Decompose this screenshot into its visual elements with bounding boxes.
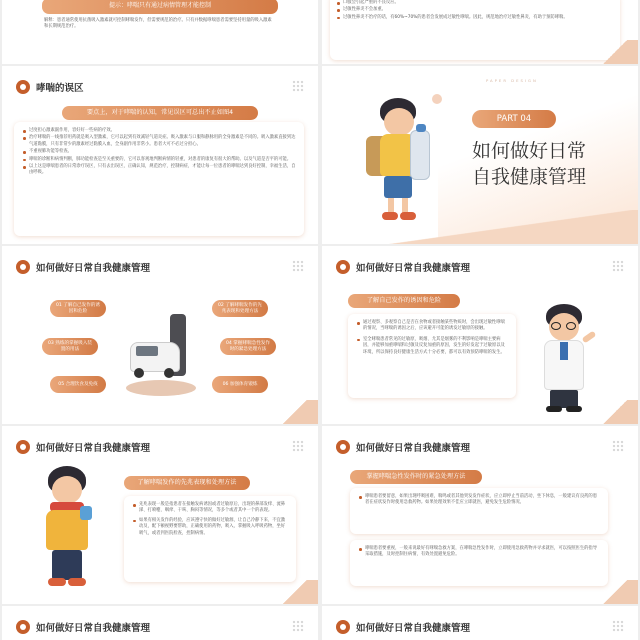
slide-header [336, 619, 470, 635]
list-item: 先兆表现一般是指患者在接触发病诱因或者过敏原后，出现的鼻部发痒、流鼻涕、打喷嚏、咽痒、干咳、胸闷等情况，等多个或者其中一个的表现。 [132, 502, 288, 515]
slide-title: 如何做好日常自我健康管理 [36, 623, 151, 634]
inhaler-icon [80, 506, 92, 520]
dots-grid-icon [292, 260, 304, 272]
slide-title: 如何做好日常自我健康管理 [356, 623, 471, 634]
slide-warning-signs[interactable] [2, 426, 318, 604]
list-item: 室全哮喘患者常见的过敏原，吸烟、尤其是烟雾的不利影响是哮喘主要病因，并能够加重哮喘和过敏及反复加重的原因，发生的好发起于过敏原以及环境，所以保持良好健康生活方式十分必要，都可以有效预防哮喘的发生。 [356, 337, 508, 356]
part-title [472, 138, 586, 190]
paper-design-label: PAPER DESIGN [486, 78, 538, 83]
slide-header [336, 439, 470, 455]
bullet-dot-icon [336, 620, 350, 634]
face-shape [384, 108, 414, 136]
list-item: 以上这是哮喘患者的日常诊疗误区，只有去出误区，正确认知，规范治疗，控制病症，才能让每一位患者的哮喘达到良好控制，幸福生活，自由呼吸。 [22, 164, 296, 177]
slide-part04[interactable] [322, 66, 638, 244]
slide-bottom-right[interactable] [322, 606, 638, 640]
slide-emergency[interactable] [322, 426, 638, 604]
section-pill: 了解哮喘发作的先兆表现和处理方法 [124, 476, 250, 490]
list-item: 过度担心激素副作用，容好好一些病的疗效。 [22, 128, 296, 134]
slide-title: 如何做好日常自我健康管理 [36, 263, 151, 274]
content-card [350, 488, 608, 534]
vehicle-window-shape [136, 346, 158, 356]
corner-decoration [592, 40, 638, 64]
vehicle-illustration [120, 306, 200, 406]
dots-grid-icon [292, 620, 304, 632]
shorts-shape [384, 176, 412, 198]
dots-grid-icon [292, 80, 304, 92]
slide-header [16, 439, 150, 455]
content-card [348, 314, 516, 398]
corner-decoration [592, 400, 638, 424]
raised-arm-shape [582, 331, 597, 344]
step-item[interactable]: 06 加强体育锻炼 [212, 376, 268, 393]
shoe-shape [382, 212, 398, 220]
bullet-dot-icon [16, 440, 30, 454]
part-title-line2: 自我健康管理 [472, 166, 587, 188]
list-item: 如果有相关发作的经验，应该遵守快的做好过敏源，让自己冷静下来，不宜激动及，配下额视野要帮助，正确使用的药物，吸入，掌握吸入呼吸药物，坐好吸气，或者到医院检查，控制病情。 [132, 518, 288, 537]
wheel-shape [164, 368, 174, 378]
dots-grid-icon [612, 440, 624, 452]
slide-header [16, 259, 150, 275]
slide-rhinitis[interactable] [322, 0, 638, 64]
bullet-dot-icon [336, 440, 350, 454]
step-item[interactable]: 01 了解自己发作的诱因和危险 [50, 300, 106, 317]
slide-title: 如何做好日常自我健康管理 [356, 263, 471, 274]
slide-overview[interactable] [2, 246, 318, 424]
slide-title: 如何做好日常自我健康管理 [36, 443, 151, 454]
rhinitis-card [330, 0, 620, 60]
tie-shape [560, 342, 568, 360]
shoe-shape [400, 212, 416, 220]
glasses-icon [551, 322, 561, 330]
slide-title: 哮喘的误区 [36, 83, 84, 94]
slide-misconceptions[interactable] [2, 66, 318, 244]
bullet-dot-icon [16, 260, 30, 274]
list-item: 哮喘的诊断和病情判断，肺功能检查是至关重要的，它可以客观地判断病情的轻重，对患者的康复有很大的帮助。以及气道是否平的可能。 [22, 157, 296, 163]
face-shape [52, 476, 82, 504]
corner-decoration [272, 400, 318, 424]
slide-bottom-left[interactable] [2, 606, 318, 640]
shoe-shape [68, 578, 86, 586]
shoe-shape [546, 406, 562, 412]
step-item[interactable]: 05 合理饮食及免疫 [50, 376, 106, 393]
ground-shadow-shape [126, 380, 196, 396]
bullet-dot-icon [336, 260, 350, 274]
rhinitis-bullet: 过敏性鼻炎不会加重。 [336, 7, 614, 13]
section-pill: 掌握哮喘急性发作时的紧急处理方法 [350, 470, 482, 484]
content-card [124, 496, 296, 582]
slide-tip[interactable] [2, 0, 318, 64]
part-badge: PART 04 [472, 110, 556, 128]
list-item: 通过观察、多观察自己是否在食物或者接触某些物质时，会出现过敏性哮喘的情况，当哮喘的诱因之后，应该避开可能的诱发过敏原的接触。 [356, 320, 508, 333]
dots-grid-icon [612, 620, 624, 632]
bullet-dot-icon [16, 80, 30, 94]
slide-header [336, 259, 470, 275]
slide-title: 如何做好日常自我健康管理 [356, 443, 471, 454]
tip-bar: 提示：哮喘只有通过病情管理才能控制 [42, 0, 278, 14]
glasses-icon [566, 322, 576, 330]
inhaler-bottle-shape [410, 130, 430, 180]
step-item[interactable]: 04 掌握哮喘急性发作时的紧急处理方法 [220, 338, 276, 355]
section-pill: 了解自己发作的诱因和危险 [348, 294, 460, 308]
rhinitis-bullet: 过敏性鼻炎不治疗的话，有60%~70%的患者会发展成过敏性哮喘。因此，规范地治疗过敏性鼻炎，有助于预防哮喘。 [336, 15, 614, 21]
shoe-shape [566, 406, 582, 412]
section-pill: 要点上，对于哮喘的认知，常见误区可总出不止如图4 [62, 106, 258, 120]
content-card [14, 122, 304, 236]
list-item: 治疗哮喘的一线推荐用药就是吸入型激素，它可以起到有效减轻气道炎症。吸入激素与口服和静脉用的全身激素是不同的。吸入激素直接到达气道黏膜，只有非常少的激素经过黏膜入血，全身副作用非常小。患者大可不必过分担心。 [22, 135, 296, 148]
rhinitis-bullet: 口服会引起严重的不良反应。 [336, 0, 614, 6]
part-title-line1: 如何做好日常 [472, 140, 587, 162]
bullet-dot-icon [16, 620, 30, 634]
dots-grid-icon [292, 440, 304, 452]
corner-decoration [272, 580, 318, 604]
inhaler-cap-shape [416, 124, 426, 132]
slide-header [16, 79, 84, 95]
tip-text: 解释：患者通常使用抗菌吸入激素就可控制哮喘发作，但需要规范的治疗。只有并数据哮喘患者需要坚持用量的吸入激素和长期规范治疗。 [44, 18, 272, 30]
content-card [350, 540, 608, 586]
step-item[interactable]: 02 了解哮喘发作的先兆表现和处理方法 [212, 300, 268, 317]
dots-grid-icon [612, 260, 624, 272]
shoe-shape [48, 578, 66, 586]
list-item: 哮喘患者要重视，一般来说最好有哮喘急救方案，在哮喘急性发作时，立即使用急救药物并寻求就医，可以按照医生的指导采取措施，及时控制住病情，有效处置避免危险。 [358, 546, 600, 559]
kid-illustration [36, 466, 110, 594]
slide-triggers[interactable] [322, 246, 638, 424]
step-item[interactable]: 03 熟练的掌握吸入装置的用法 [42, 338, 98, 355]
list-item: 哮喘患者要留意，如果出现呼吸困难，喘鸣或者其他突发发作症状，应立即停止当前活动，坐下休息，一般建议有良药的患者在症状发作时使用急救药物。如果处理效果不佳应立即就医，避免发生危险情况。 [358, 494, 600, 507]
slide-header [16, 619, 150, 635]
corner-decoration [592, 580, 638, 604]
wheel-shape [134, 368, 144, 378]
kid-illustration [366, 96, 446, 236]
trousers-shape [52, 550, 82, 580]
list-item: 不重视肺功能等检查。 [22, 149, 296, 155]
